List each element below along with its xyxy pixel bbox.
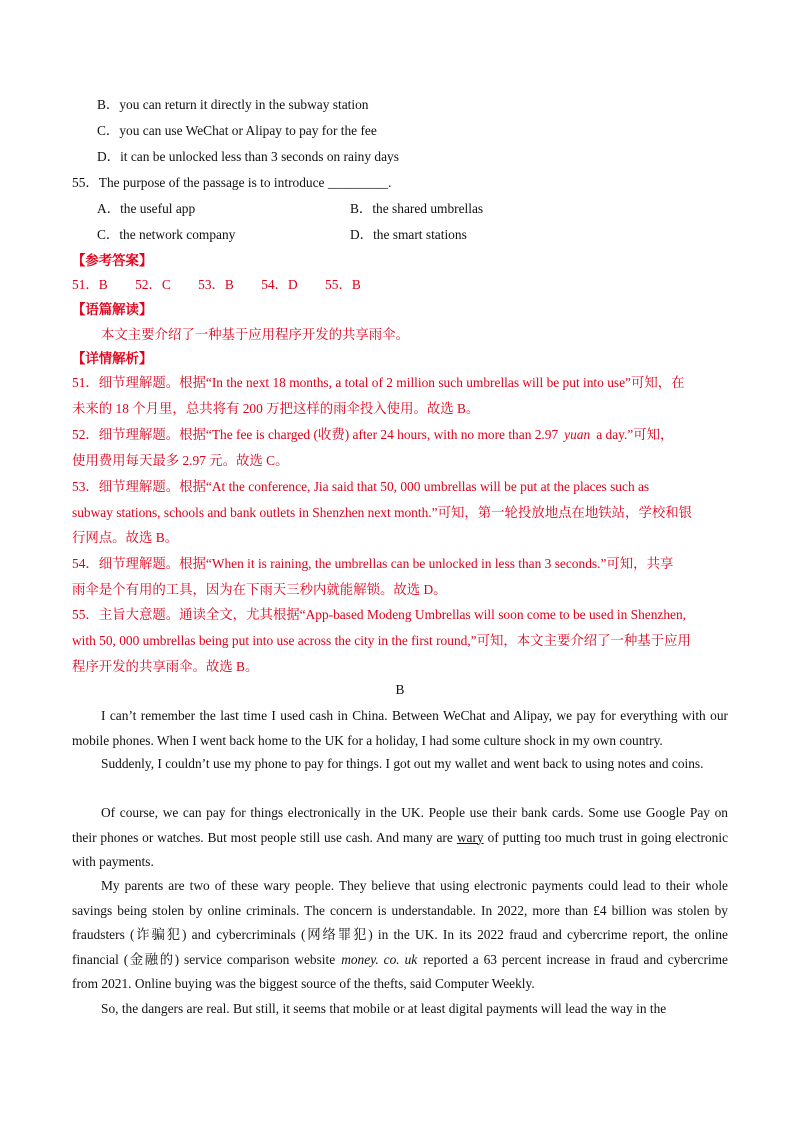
section-title: B — [395, 682, 405, 697]
paragraph-text: of putting too much trust in going electronic with payments. — [72, 829, 729, 870]
option-letter: C． — [97, 123, 120, 138]
analysis-54-line2: 雨伞是个有用的工具，因为在下雨天三秒内就能解锁。故选 D。 — [72, 582, 447, 597]
analysis-51-line2: 未来的 18 个月里，总共将有 200 万把这样的雨伞投入使用。故选 B。 — [72, 401, 480, 416]
question-55-stem — [72, 174, 391, 192]
option-text: the useful app — [120, 201, 196, 216]
paragraph-text: My parents are two of these wary people. They believe that using electronic payments could lead to their whole savings being stolen by online criminals. The concern is understandable. In 2022, more than £4 billion was stolen by fraudsters (诈骗犯) and cybercriminals (网络罪犯) in the UK. In its 2022 fraud and cybercrime report, the online financial (金融的) service comparison website — [72, 878, 728, 967]
option-54-c — [97, 122, 377, 140]
analysis-55-line3: 程序开发的共享雨伞。故选 B。 — [72, 659, 259, 674]
option-text: you can use WeChat or Alipay to pay for the fee — [119, 123, 377, 138]
passage-paragraph-4 — [72, 874, 728, 997]
answer-item: 55．B — [325, 277, 361, 292]
option-text: you can return it directly in the subway station — [119, 97, 369, 112]
question-number: 55． — [72, 175, 99, 190]
answer-item: 52．C — [135, 277, 171, 292]
paragraph-text: Of course, we can pay for things electronically in the UK. People use their bank cards. Some use Google Pay on their phones or watches. But most people still use cash. And many are — [72, 805, 728, 845]
passage-paragraph-3 — [72, 801, 728, 875]
option-text: it can be unlocked less than 3 seconds on rainy days — [120, 149, 399, 164]
option-letter: D． — [350, 227, 374, 242]
answer-key-list — [72, 276, 385, 294]
passage-reading-heading: 【语篇解读】 — [72, 302, 153, 317]
passage-reading-text: 本文主要介绍了一种基于应用程序开发的共享雨伞。 — [101, 327, 409, 342]
option-55-b — [350, 200, 483, 218]
analysis-53-line2: subway stations, schools and bank outlets in Shenzhen next month.”可知，第一轮投放地点在地铁站，学校和银 — [72, 505, 693, 520]
analysis-52-line2: 使用费用每天最多 2.97 元。故选 C。 — [72, 453, 289, 468]
analysis-52-line1 — [72, 426, 673, 444]
option-letter: B． — [350, 201, 373, 216]
question-text: The purpose of the passage is to introduce _________. — [98, 175, 392, 190]
option-letter: A． — [97, 201, 121, 216]
passage-paragraph-1: I can’t remember the last time I used cash in China. Between WeChat and Alipay, we pay for everything with our mobile phones. When I went back home to the UK for a holiday, I had some culture shock in my own country. — [72, 708, 728, 748]
currency-word: yuan — [564, 427, 591, 442]
passage-paragraph-5: So, the dangers are real. But still, it seems that mobile or at least digital payments will lead the way in the — [101, 1001, 667, 1016]
option-54-d — [97, 148, 399, 166]
option-letter: B． — [97, 97, 120, 112]
analysis-53-line1: 53．细节理解题。根据“At the conference, Jia said that 50, 000 umbrellas will be put at the places such as — [72, 479, 650, 494]
answer-key-heading: 【参考答案】 — [72, 253, 153, 268]
analysis-55-line1: 55．主旨大意题。通读全文，尤其根据“App-based Modeng Umbrellas will soon come to be used in Shenzhen, — [72, 607, 687, 622]
analysis-text: a day.”可知， — [596, 427, 674, 442]
answer-item: 54．D — [261, 277, 298, 292]
option-letter: C． — [97, 227, 120, 242]
option-55-c — [97, 226, 235, 244]
passage-paragraph-2: Suddenly, I couldn’t use my phone to pay for things. I got out my wallet and went back to using notes and coins. — [101, 756, 704, 771]
answer-item: 53．B — [198, 277, 234, 292]
option-55-d — [350, 226, 467, 244]
website-name: money. co. uk — [341, 951, 418, 967]
option-text: the network company — [119, 227, 236, 242]
paragraph-text: reported a 63 percent increase in fraud and cybercrime from 2021. Online buying was the biggest source of the thefts, said Computer Weekly. — [72, 951, 728, 992]
option-text: the shared umbrellas — [372, 201, 484, 216]
analysis-text: 52．细节理解题。根据“The fee is charged (收费) after 24 hours, with no more than 2.97 — [72, 427, 559, 442]
analysis-55-line2: with 50, 000 umbrellas being put into use across the city in the first round,”可知，本文主要介绍了一种基于应用 — [72, 633, 691, 648]
analysis-heading: 【详情解析】 — [72, 351, 153, 366]
option-55-a — [97, 200, 195, 218]
option-54-b — [97, 96, 368, 114]
option-text: the smart stations — [373, 227, 467, 242]
analysis-54-line1: 54．细节理解题。根据“When it is raining, the umbrellas can be unlocked in less than 3 seconds.”可知，共享 — [72, 556, 674, 571]
underlined-word: wary — [456, 829, 484, 845]
analysis-53-line3: 行网点。故选 B。 — [72, 530, 179, 545]
answer-item: 51．B — [72, 277, 108, 292]
analysis-51-line1: 51．细节理解题。根据“In the next 18 months, a total of 2 million such umbrellas will be put into use”可知，在 — [72, 375, 685, 390]
option-letter: D． — [97, 149, 121, 164]
